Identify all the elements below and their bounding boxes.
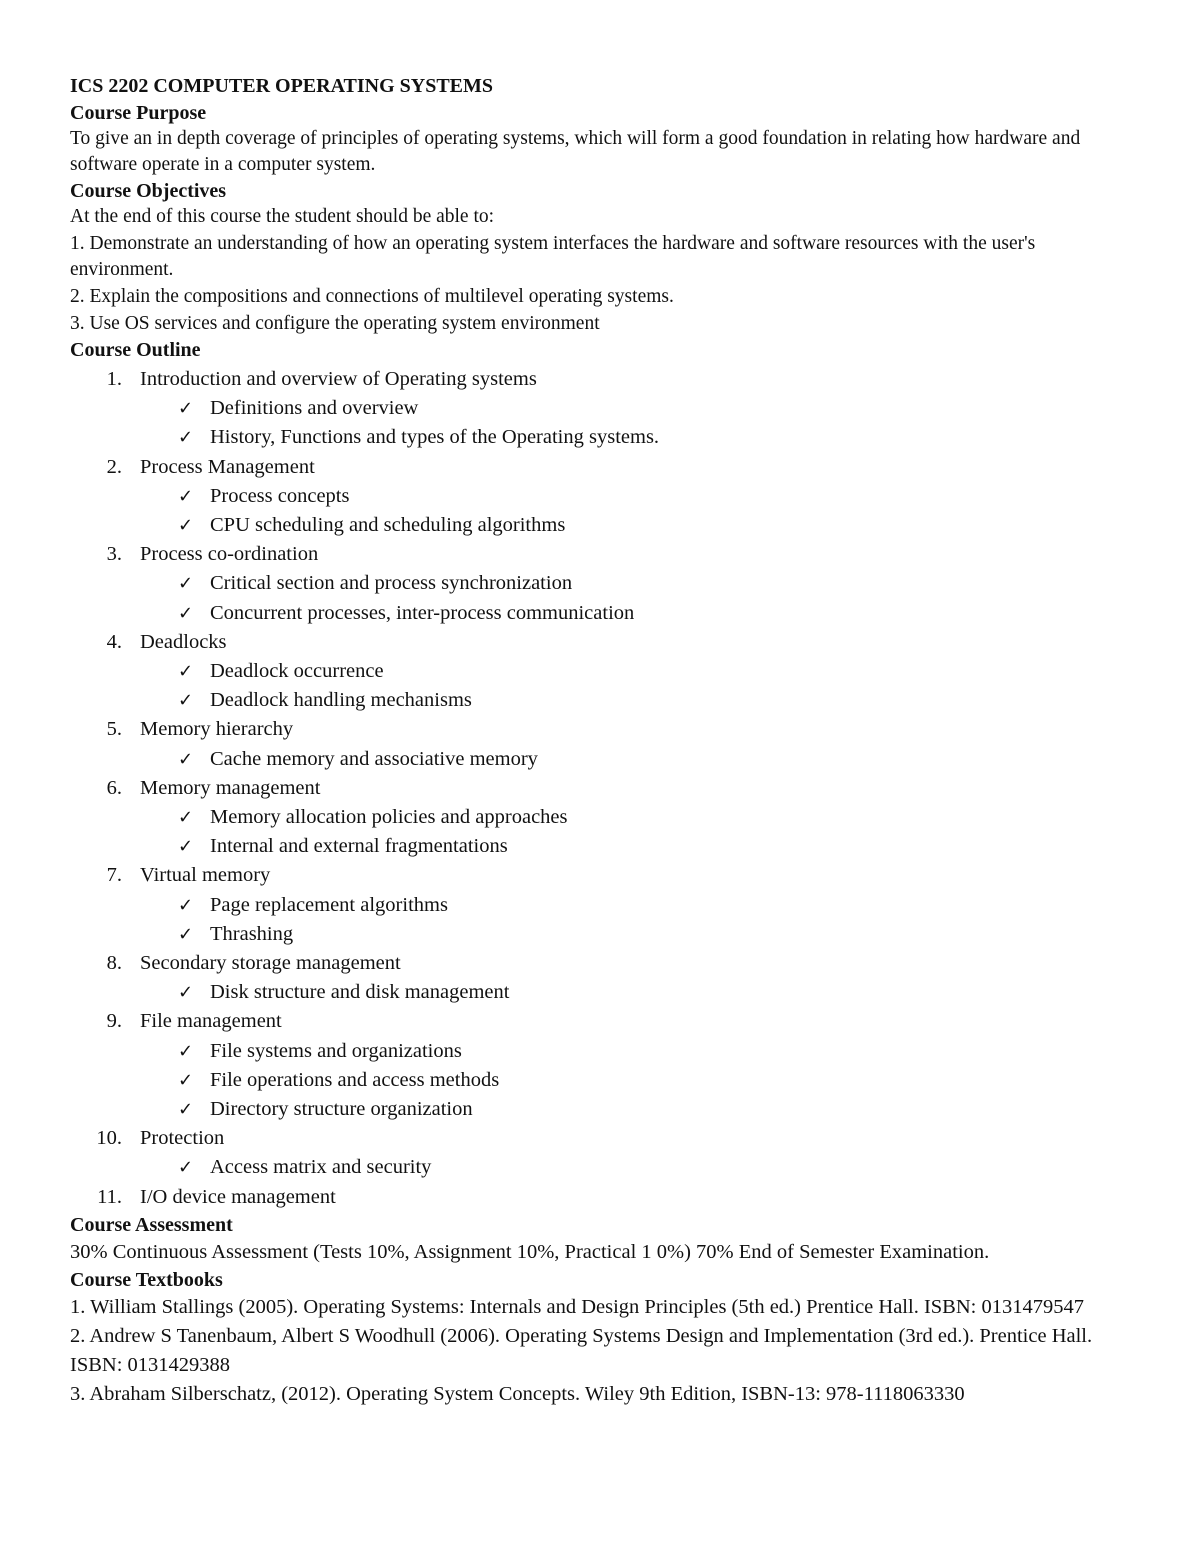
outline-sublist [140, 745, 1140, 774]
checkmark-icon: ✓ [178, 748, 194, 770]
objective-item: 2. Explain the compositions and connections of multilevel operating systems. [70, 286, 674, 307]
outline-subitem-label: Concurrent processes, inter-process communication [210, 601, 635, 624]
objectives-heading: Course Objectives [70, 180, 227, 202]
outline-subitem [140, 394, 1140, 423]
checkmark-icon: ✓ [178, 427, 194, 449]
outline-list [70, 365, 1140, 1212]
outline-subitem [140, 978, 1140, 1007]
outline-item [70, 949, 1140, 1007]
outline-item [70, 365, 1140, 453]
outline-subitem-label: Thrashing [210, 922, 294, 945]
outline-item-number: 9. [106, 1010, 122, 1033]
outline-sublist [140, 394, 1140, 452]
outline-subitem [140, 657, 1140, 686]
outline-sublist [140, 569, 1140, 627]
checkmark-icon: ✓ [178, 923, 194, 945]
outline-sublist [140, 657, 1140, 715]
outline-item-number: 11. [97, 1185, 122, 1208]
outline-sublist [140, 803, 1140, 861]
checkmark-icon: ✓ [178, 982, 194, 1004]
outline-item [70, 861, 1140, 949]
checkmark-icon: ✓ [178, 807, 194, 829]
outline-item [70, 1183, 1140, 1212]
checkmark-icon: ✓ [178, 602, 194, 624]
outline-subitem [140, 832, 1140, 861]
assessment-text: 30% Continuous Assessment (Tests 10%, Assignment 10%, Practical 1 0%) 70% End of Semester Examination. [70, 1240, 990, 1263]
objective-item: 1. Demonstrate an understanding of how an operating system interfaces the hardware and software resources with the user's environment. [70, 233, 1036, 280]
checkmark-icon: ✓ [178, 1099, 194, 1121]
outline-item-label: Secondary storage management [140, 952, 401, 975]
outline-subitem [140, 511, 1140, 540]
outline-subitem-label: Directory structure organization [210, 1098, 473, 1121]
outline-item-label: Deadlocks [140, 630, 227, 653]
outline-subitem-label: Deadlock occurrence [210, 660, 384, 683]
outline-subitem [140, 686, 1140, 715]
outline-sublist [140, 1037, 1140, 1125]
outline-item [70, 628, 1140, 716]
outline-subitem-label: Memory allocation policies and approaches [210, 806, 568, 829]
outline-item-number: 6. [106, 776, 122, 799]
outline-subitem-label: Disk structure and disk management [210, 981, 510, 1004]
outline-item-label: I/O device management [140, 1185, 336, 1208]
outline-item-number: 7. [106, 864, 122, 887]
textbooks-heading: Course Textbooks [70, 1268, 223, 1291]
outline-item [70, 1007, 1140, 1124]
checkmark-icon: ✓ [178, 398, 194, 420]
outline-subitem [140, 599, 1140, 628]
outline-subitem [140, 1037, 1140, 1066]
outline-item-label: Process co-ordination [140, 543, 319, 566]
checkmark-icon: ✓ [178, 1040, 194, 1062]
outline-subitem-label: Process concepts [210, 484, 350, 507]
outline-item [70, 715, 1140, 773]
checkmark-icon: ✓ [178, 515, 194, 537]
outline-subitem [140, 1066, 1140, 1095]
document-title: ICS 2202 COMPUTER OPERATING SYSTEMS [70, 75, 494, 97]
checkmark-icon: ✓ [178, 690, 194, 712]
outline-item-number: 10. [96, 1127, 122, 1150]
textbook-item: 1. William Stallings (2005). Operating Systems: Internals and Design Principles (5th ed.) Prentice Hall. ISBN: 0131479547 [70, 1295, 1084, 1318]
outline-item-number: 1. [106, 368, 122, 390]
checkmark-icon: ✓ [178, 1069, 194, 1091]
checkmark-icon: ✓ [178, 661, 194, 683]
outline-subitem [140, 803, 1140, 832]
outline-subitem [140, 920, 1140, 949]
outline-item-number: 3. [106, 543, 122, 566]
outline-subitem-label: History, Functions and types of the Operating systems. [210, 426, 660, 449]
document-page [70, 72, 1140, 1409]
outline-sublist [140, 891, 1140, 949]
outline-subitem-label: CPU scheduling and scheduling algorithms [210, 514, 566, 537]
checkmark-icon: ✓ [178, 573, 194, 595]
outline-sublist [140, 978, 1140, 1007]
outline-subitem-label: Cache memory and associative memory [210, 747, 538, 770]
outline-item [70, 453, 1140, 541]
outline-subitem [140, 423, 1140, 452]
outline-subitem-label: Access matrix and security [210, 1156, 432, 1179]
outline-item-number: 5. [106, 718, 122, 741]
outline-item-label: Memory management [140, 776, 321, 799]
outline-item-label: Virtual memory [140, 864, 271, 887]
outline-heading: Course Outline [70, 339, 201, 361]
purpose-heading: Course Purpose [70, 102, 207, 124]
outline-subitem-label: File operations and access methods [210, 1068, 500, 1091]
outline-subitem-label: Deadlock handling mechanisms [210, 689, 472, 712]
objectives-intro: At the end of this course the student should be able to: [70, 206, 495, 227]
assessment-heading: Course Assessment [70, 1213, 233, 1236]
outline-item-label: Memory hierarchy [140, 718, 294, 741]
outline-item-number: 8. [106, 952, 122, 975]
textbook-item: 3. Abraham Silberschatz, (2012). Operating System Concepts. Wiley 9th Edition, ISBN-13: 978-1118063330 [70, 1382, 965, 1405]
outline-item [70, 1124, 1140, 1182]
outline-subitem [140, 745, 1140, 774]
outline-subitem-label: Internal and external fragmentations [210, 835, 508, 858]
outline-item-number: 2. [106, 455, 122, 478]
outline-subitem-label: Definitions and overview [210, 397, 419, 420]
outline-subitem [140, 1153, 1140, 1182]
checkmark-icon: ✓ [178, 894, 194, 916]
outline-subitem [140, 1095, 1140, 1124]
outline-item-label: Protection [140, 1127, 225, 1150]
outline-subitem-label: Critical section and process synchronization [210, 572, 573, 595]
outline-item [70, 540, 1140, 628]
outline-sublist [140, 482, 1140, 540]
outline-item [70, 774, 1140, 862]
outline-subitem [140, 482, 1140, 511]
outline-subitem-label: File systems and organizations [210, 1039, 462, 1062]
outline-item-label: File management [140, 1010, 282, 1033]
outline-item-label: Process Management [140, 455, 315, 478]
outline-item-number: 4. [106, 630, 122, 653]
checkmark-icon: ✓ [178, 1157, 194, 1179]
outline-subitem [140, 569, 1140, 598]
checkmark-icon: ✓ [178, 836, 194, 858]
outline-sublist [140, 1153, 1140, 1182]
checkmark-icon: ✓ [178, 485, 194, 507]
objective-item: 3. Use OS services and configure the operating system environment [70, 313, 600, 334]
outline-subitem [140, 891, 1140, 920]
purpose-text: To give an in depth coverage of principles of operating systems, which will form a good foundation in relating how hardware and software operate in a computer system. [70, 128, 1081, 175]
outline-subitem-label: Page replacement algorithms [210, 893, 448, 916]
textbook-item: 2. Andrew S Tanenbaum, Albert S Woodhull (2006). Operating Systems Design and Implementation (3rd ed.). Prentice Hall. ISBN: 0131429388 [70, 1324, 1093, 1376]
outline-item-label: Introduction and overview of Operating systems [140, 368, 537, 390]
